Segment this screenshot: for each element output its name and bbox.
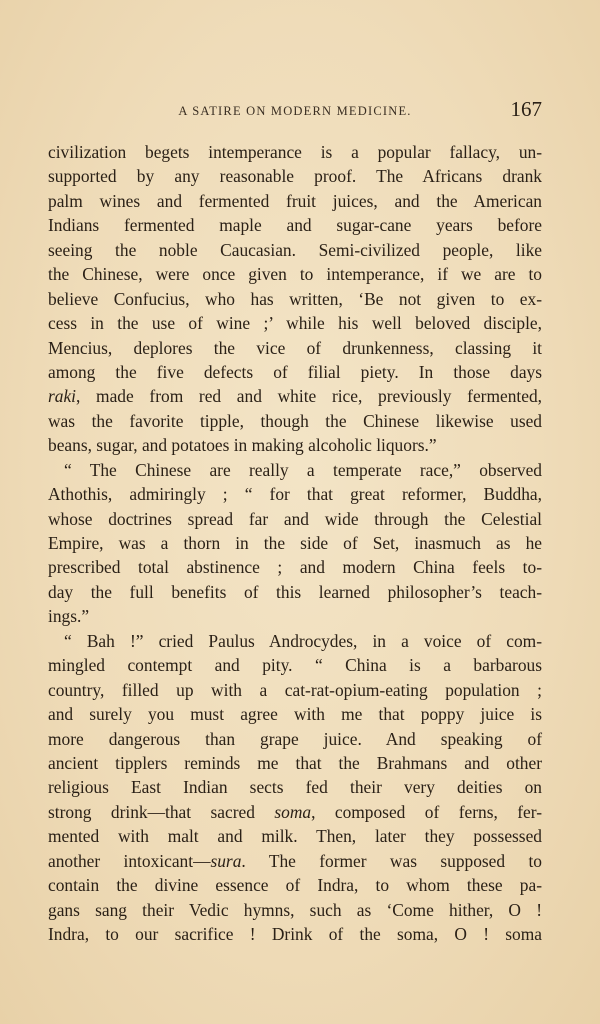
text-line: Athothis, admiringly ; “ for that great reformer, Buddha, [48, 484, 542, 505]
text-line: raki, made from red and white rice, previously fermented, [48, 386, 542, 407]
body-text [48, 140, 542, 946]
text-line: “ The Chinese are really a temperate race,” observed [64, 459, 542, 480]
text-line: Indra, to our sacrifice ! Drink of the soma, O ! soma [48, 924, 542, 944]
text-line: palm wines and fermented fruit juices, and the American [48, 190, 542, 211]
text-line: supported by any reasonable proof. The Africans drank [48, 166, 542, 187]
text-line: whose doctrines spread far and wide through the Celestial [48, 508, 542, 529]
text-line: and surely you must agree with me that poppy juice is [48, 704, 542, 725]
running-head [48, 96, 542, 124]
text-line: mingled contempt and pity. “ China is a barbarous [48, 655, 542, 676]
text-line: civilization begets intemperance is a popular fallacy, un- [48, 142, 542, 162]
text-line: Empire, was a thorn in the side of Set, inasmuch as he [48, 533, 542, 553]
text-line: ancient tipplers reminds me that the Brahmans and other [48, 752, 542, 773]
text-line: more dangerous than grape juice. And speaking of [48, 728, 542, 749]
italic-word: raki [48, 386, 77, 407]
text-line: Mencius, deplores the vice of drunkenness, classing it [48, 337, 542, 358]
text-line: the Chinese, were once given to intemperance, if we are to [48, 264, 542, 285]
text-line: cess in the use of wine ;’ while his well beloved disciple, [48, 313, 542, 334]
text-line: ings.” [48, 606, 90, 627]
text-line: contain the divine essence of Indra, to whom these pa- [48, 875, 542, 896]
text-line: religious East Indian sects fed their very deities on [48, 777, 542, 798]
text-line: gans sang their Vedic hymns, such as ‘Come hither, O ! [48, 899, 542, 920]
text-line: “ Bah !” cried Paulus Androcydes, in a voice of com- [64, 630, 542, 651]
italic-word: soma [274, 801, 312, 822]
text-line: Indians fermented maple and sugar-cane years before [48, 215, 542, 236]
text-line: mented with malt and milk. Then, later they possessed [48, 826, 542, 847]
text-line: believe Confucius, who has written, ‘Be not given to ex- [48, 288, 542, 309]
text-line: another intoxicant—sura. The former was supposed to [48, 850, 542, 871]
text-line: strong drink—that sacred soma, composed of ferns, fer- [48, 801, 542, 822]
text-line: beans, sugar, and potatoes in making alcoholic liquors.” [48, 435, 437, 456]
text-line: day the full benefits of this learned philosopher’s teach- [48, 581, 542, 602]
page-number: 167 [510, 97, 542, 121]
running-title: A SATIRE ON MODERN MEDICINE. [178, 104, 412, 118]
text-line: prescribed total abstinence ; and modern China feels to- [48, 557, 542, 578]
italic-word: sura [210, 850, 242, 871]
text-line: among the five defects of filial piety. In those days [48, 361, 542, 382]
text-line: seeing the noble Caucasian. Semi-civilized people, like [48, 239, 542, 260]
text-line: was the favorite tipple, though the Chinese likewise used [48, 410, 542, 431]
text-line: country, filled up with a cat-rat-opium-eating population ; [48, 679, 542, 700]
